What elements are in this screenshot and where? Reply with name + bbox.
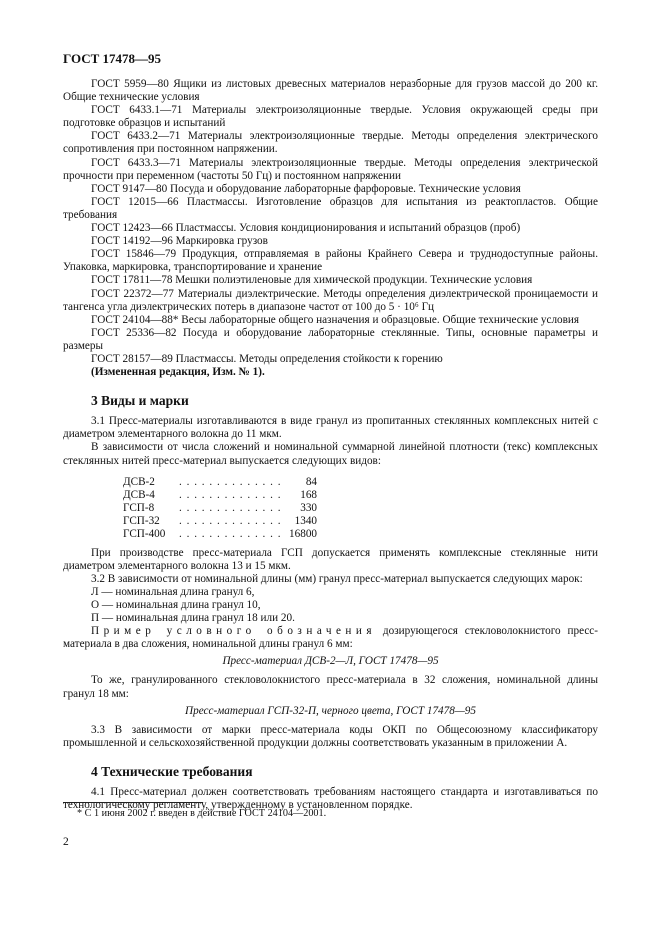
reference-item: ГОСТ 6433.1—71 Материалы электроизоляционные твердые. Условия окружающей среды при подготовке образцов и испытаний (63, 104, 598, 130)
footnote: * С 1 июня 2002 г. введен в действие ГОСТ 24104—2001. (77, 808, 327, 819)
section-3-paragraph: То же, гранулированного стекловолокнистого пресс-материала в 32 сложения, номинальной длины гранул 18 мм: (63, 674, 598, 700)
leader-dots: . . . . . . . . . . . . . . (179, 501, 282, 514)
types-row (123, 502, 317, 515)
type-name: ГСП-8 (123, 501, 155, 514)
type-value: 16800 (289, 527, 317, 540)
section-3-heading: 3 Виды и марки (91, 393, 189, 409)
reference-item: ГОСТ 15846—79 Продукция, отправляемая в районы Крайнего Севера и труднодоступные районы. Упаковка, маркировка, транспортирование и хранение (63, 248, 598, 274)
reference-item: ГОСТ 25336—82 Посуда и оборудование лабораторные стеклянные. Типы, основные параметры и размеры (63, 326, 598, 352)
example-label: Пример условного обозначения (91, 625, 377, 638)
section-3-paragraph: В зависимости от числа сложений и номинальной суммарной линейной плотности (текс) комплексных стеклянных нитей пресс-материал выпускается следующих видов: (63, 441, 598, 467)
section-4-heading: 4 Технические требования (91, 763, 253, 779)
types-row (123, 489, 317, 502)
reference-item: ГОСТ 9147—80 Посуда и оборудование лабораторные фарфоровые. Технические условия (91, 182, 521, 195)
reference-item: ГОСТ 28157—89 Пластмассы. Методы определения стойкости к горению (91, 352, 443, 365)
reference-item: ГОСТ 17811—78 Мешки полиэтиленовые для химической продукции. Технические условия (91, 274, 533, 287)
example-text: дозирующегося стекловолокнистого пресс-материала в два сложения, номинальной длины гранул 6 мм: (63, 625, 598, 651)
section-4-paragraph: 4.1 Пресс-материал должен соответствовать требованиям настоящего стандарта и изготавливаться по технологическому регламенту, утвержденному в установленном порядке. (63, 786, 598, 812)
reference-item: ГОСТ 12015—66 Пластмассы. Изготовление образцов для испытания из реактопластов. Общие требования (63, 195, 598, 221)
example-paragraph (63, 625, 598, 651)
type-value: 330 (300, 501, 317, 514)
types-row (123, 515, 317, 528)
leader-dots: . . . . . . . . . . . . . . (179, 488, 282, 501)
types-table (123, 476, 317, 541)
reference-item: ГОСТ 12423—66 Пластмассы. Условия кондиционирования и испытаний образцов (проб) (91, 222, 521, 235)
reference-item: ГОСТ 14192—96 Маркировка грузов (91, 235, 268, 248)
type-name: ГСП-32 (123, 514, 160, 527)
type-value: 84 (305, 475, 317, 488)
types-row (123, 476, 317, 489)
section-3-paragraph: 3.2 В зависимости от номинальной длины (мм) гранул пресс-материал выпускается следующих марок: (91, 572, 583, 585)
section-3-paragraph: При производстве пресс-материала ГСП допускается применять комплексные стеклянные нити диаметром элементарного волокна 13 и 15 мкм. (63, 546, 598, 572)
leader-dots: . . . . . . . . . . . . . . (179, 514, 282, 527)
section-3-paragraph: 3.3 В зависимости от марки пресс-материала коды ОКП по Общесоюзному классификатору промышленной и сельскохозяйственной продукции должны соответствовать указанным в приложении А. (63, 723, 598, 749)
references-list (63, 78, 598, 379)
mark-item: О — номинальная длина гранул 10, (91, 599, 261, 611)
example-designation: Пресс-материал ГСП-32-П, черного цвета, ГОСТ 17478—95 (185, 704, 476, 717)
reference-item: ГОСТ 22372—77 Материалы диэлектрические. Методы определения диэлектрической проницаемости и тангенса угла диэлектрических потерь в диапазоне частот от 100 до 5 · 10⁶ Гц (63, 287, 598, 313)
type-name: ДСВ-4 (123, 488, 155, 501)
leader-dots: . . . . . . . . . . . . . . (179, 527, 282, 540)
reference-item: ГОСТ 6433.3—71 Материалы электроизоляционные твердые. Методы определения электрической прочности при переменном (частоты 50 Гц) и постоянном напряжении (63, 156, 598, 182)
type-name: ГСП-400 (123, 527, 166, 540)
page-number: 2 (63, 836, 69, 848)
type-value: 168 (300, 488, 317, 501)
types-row (123, 528, 317, 541)
example-designation: Пресс-материал ДСВ-2—Л, ГОСТ 17478—95 (222, 655, 439, 668)
reference-item: ГОСТ 24104—88* Весы лабораторные общего назначения и образцовые. Общие технические условия (91, 313, 580, 326)
reference-item: ГОСТ 5959—80 Ящики из листовых древесных материалов неразборные для грузов массой до 200 кг. Общие технические условия (63, 78, 598, 104)
page-header: ГОСТ 17478—95 (63, 51, 162, 66)
amendment-note: (Измененная редакция, Изм. № 1). (91, 366, 265, 379)
type-value: 1340 (294, 514, 317, 527)
type-name: ДСВ-2 (123, 475, 155, 488)
section-3-paragraph: 3.1 Пресс-материалы изготавливаются в виде гранул из пропитанных стеклянных комплексных нитей с диаметром элементарного волокна до 11 мкм. (63, 415, 598, 441)
document-body (63, 78, 598, 812)
reference-item: ГОСТ 6433.2—71 Материалы электроизоляционные твердые. Методы определения электрического сопротивления при постоянном напряжении. (63, 130, 598, 156)
mark-item: Л — номинальная длина гранул 6, (91, 585, 255, 598)
leader-dots: . . . . . . . . . . . . . . (179, 475, 282, 488)
footnote-divider (63, 802, 203, 803)
mark-item: П — номинальная длина гранул 18 или 20. (91, 612, 295, 625)
